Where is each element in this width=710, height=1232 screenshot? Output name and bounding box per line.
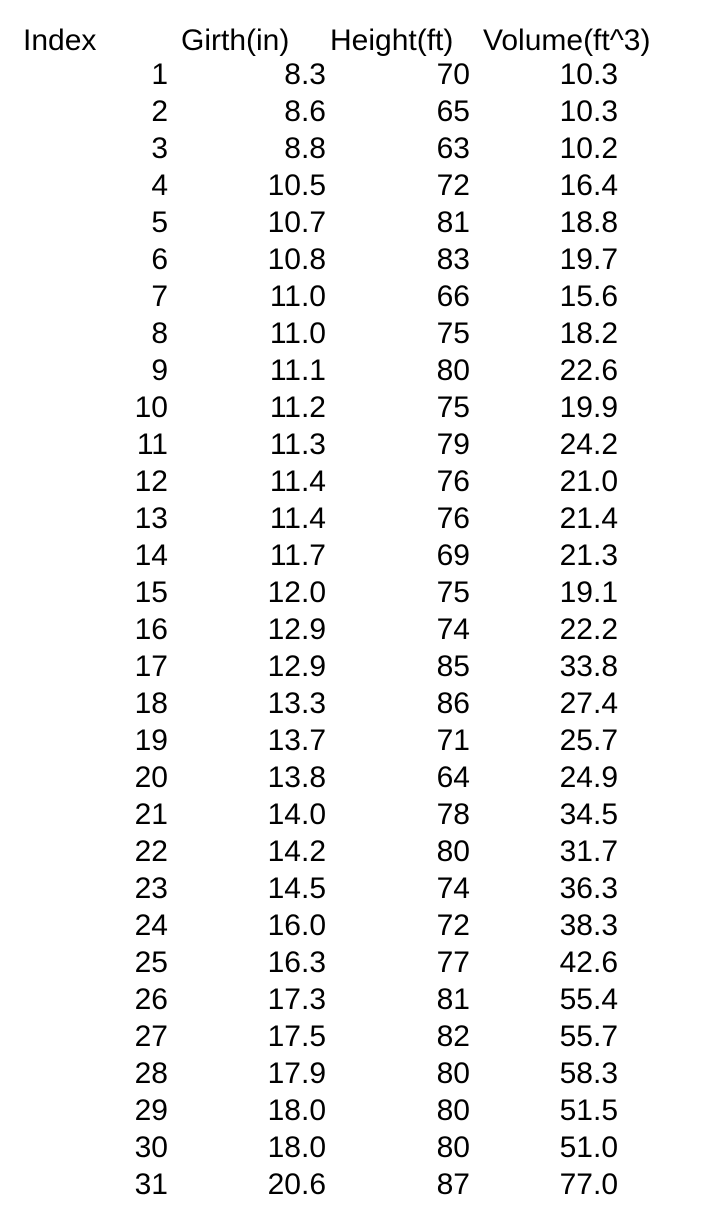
cell-girth: 8.3 [284,58,326,91]
table-row [22,981,618,1018]
cell-index: 19 [134,724,168,757]
cell-index: 23 [134,872,168,905]
cell-index: 6 [151,243,168,276]
cell-height: 64 [436,761,470,794]
table-row [22,537,618,574]
cell-height: 78 [436,798,470,831]
cell-height: 63 [436,132,470,165]
cell-height: 79 [436,428,470,461]
table-row [22,278,618,315]
cell-girth: 12.9 [267,650,326,683]
table-row [22,611,618,648]
cell-index: 13 [134,502,168,535]
cell-height: 77 [436,946,470,979]
cell-height: 75 [436,391,470,424]
cell-volume: 51.0 [559,1131,618,1164]
cell-girth: 11.2 [269,391,326,424]
cell-girth: 14.5 [267,872,326,905]
cell-index: 4 [151,169,168,202]
cell-girth: 10.5 [267,169,326,202]
cell-index: 15 [134,576,168,609]
cell-girth: 16.0 [267,909,326,942]
cell-girth: 11.7 [269,539,326,572]
cell-index: 1 [151,58,168,91]
cell-volume: 25.7 [559,724,618,757]
table-row [22,796,618,833]
cell-girth: 18.0 [267,1131,326,1164]
cell-index: 11 [136,428,168,461]
cell-volume: 42.6 [559,946,618,979]
cell-index: 30 [134,1131,168,1164]
cell-volume: 19.7 [559,243,618,276]
cell-girth: 11.3 [269,428,326,461]
cell-girth: 14.2 [267,835,326,868]
cell-volume: 16.4 [559,169,618,202]
cell-volume: 27.4 [559,687,618,720]
cell-girth: 11.0 [269,317,326,350]
cell-volume: 51.5 [559,1094,618,1127]
table-row [22,463,618,500]
table-row [22,759,618,796]
cell-volume: 19.1 [559,576,618,609]
cell-volume: 77.0 [559,1168,618,1201]
cell-girth: 10.8 [267,243,326,276]
cell-index: 5 [151,206,168,239]
table-row [22,722,618,759]
table-body [22,56,618,1203]
cell-girth: 13.7 [267,724,326,757]
cell-girth: 11.0 [269,280,326,313]
cell-index: 3 [151,132,168,165]
cell-girth: 14.0 [267,798,326,831]
cell-height: 81 [436,983,470,1016]
cell-index: 18 [134,687,168,720]
table-row [22,352,618,389]
cell-height: 80 [436,835,470,868]
cell-girth: 13.3 [267,687,326,720]
cell-index: 8 [151,317,168,350]
cell-volume: 21.0 [559,465,618,498]
cell-height: 76 [436,465,470,498]
cell-volume: 22.2 [559,613,618,646]
cell-volume: 34.5 [559,798,618,831]
cell-index: 9 [151,354,168,387]
cell-volume: 10.3 [559,95,618,128]
cell-volume: 21.3 [559,539,618,572]
cell-height: 80 [436,1057,470,1090]
table-row [22,907,618,944]
cell-volume: 10.2 [559,132,618,165]
cell-index: 10 [134,391,168,424]
column-header-girth: Girth(in) [181,24,290,57]
cell-girth: 16.3 [267,946,326,979]
table-row [22,574,618,611]
cell-index: 21 [134,798,168,831]
cell-volume: 58.3 [559,1057,618,1090]
cell-height: 82 [436,1020,470,1053]
table-row [22,685,618,722]
cell-index: 7 [151,280,168,313]
cell-index: 28 [134,1057,168,1090]
table-row [22,1055,618,1092]
cell-girth: 8.6 [284,95,326,128]
cell-volume: 33.8 [559,650,618,683]
cell-height: 70 [436,58,470,91]
cell-girth: 18.0 [267,1094,326,1127]
cell-index: 25 [134,946,168,979]
table-row [22,944,618,981]
cell-index: 27 [134,1020,168,1053]
cell-index: 31 [134,1168,168,1201]
cell-height: 65 [436,95,470,128]
table-row [22,833,618,870]
cell-volume: 18.8 [559,206,618,239]
cell-girth: 10.7 [267,206,326,239]
column-header-height: Height(ft) [330,24,454,57]
cell-height: 81 [436,206,470,239]
table-row [22,130,618,167]
cell-height: 80 [436,1094,470,1127]
table-row [22,500,618,537]
cell-index: 2 [151,95,168,128]
cell-girth: 17.3 [267,983,326,1016]
cell-volume: 15.6 [559,280,618,313]
table-row [22,870,618,907]
table-row [22,1129,618,1166]
cell-height: 80 [436,354,470,387]
cell-girth: 20.6 [267,1168,326,1201]
table-row [22,426,618,463]
cell-height: 87 [436,1168,470,1201]
cell-girth: 12.9 [267,613,326,646]
column-header-volume: Volume(ft^3) [483,24,651,57]
cell-volume: 18.2 [559,317,618,350]
cell-index: 17 [134,650,168,683]
cell-height: 86 [436,687,470,720]
cell-index: 29 [134,1094,168,1127]
cell-girth: 12.0 [267,576,326,609]
cell-height: 75 [436,576,470,609]
cell-index: 24 [134,909,168,942]
table-row [22,1092,618,1129]
cell-volume: 38.3 [559,909,618,942]
cell-volume: 55.4 [559,983,618,1016]
cell-height: 71 [436,724,470,757]
cell-height: 72 [436,909,470,942]
column-header-index: Index [23,24,97,57]
table-row [22,315,618,352]
cell-index: 20 [134,761,168,794]
cell-volume: 31.7 [559,835,618,868]
cell-girth: 17.9 [267,1057,326,1090]
cell-height: 85 [436,650,470,683]
table-row [22,389,618,426]
table-row [22,1166,618,1203]
cell-volume: 36.3 [559,872,618,905]
cell-height: 66 [436,280,470,313]
cell-girth: 11.1 [269,354,326,387]
table-row [22,1018,618,1055]
cell-index: 14 [134,539,168,572]
table-row [22,167,618,204]
cell-volume: 24.2 [559,428,618,461]
cell-height: 74 [436,872,470,905]
table-row [22,204,618,241]
cell-girth: 11.4 [269,502,326,535]
cell-girth: 13.8 [267,761,326,794]
table-row [22,93,618,130]
cell-volume: 10.3 [559,58,618,91]
cell-volume: 22.6 [559,354,618,387]
cell-height: 72 [436,169,470,202]
cell-index: 26 [134,983,168,1016]
cell-volume: 55.7 [559,1020,618,1053]
cell-volume: 19.9 [559,391,618,424]
cell-height: 69 [436,539,470,572]
table-row [22,648,618,685]
cell-volume: 24.9 [559,761,618,794]
cell-volume: 21.4 [559,502,618,535]
cell-girth: 8.8 [284,132,326,165]
cell-index: 12 [134,465,168,498]
table-row [22,241,618,278]
table-row [22,56,618,93]
cell-index: 16 [134,613,168,646]
cell-girth: 11.4 [269,465,326,498]
cell-height: 76 [436,502,470,535]
cell-index: 22 [134,835,168,868]
cell-girth: 17.5 [267,1020,326,1053]
cell-height: 74 [436,613,470,646]
cell-height: 80 [436,1131,470,1164]
cell-height: 75 [436,317,470,350]
cell-height: 83 [436,243,470,276]
